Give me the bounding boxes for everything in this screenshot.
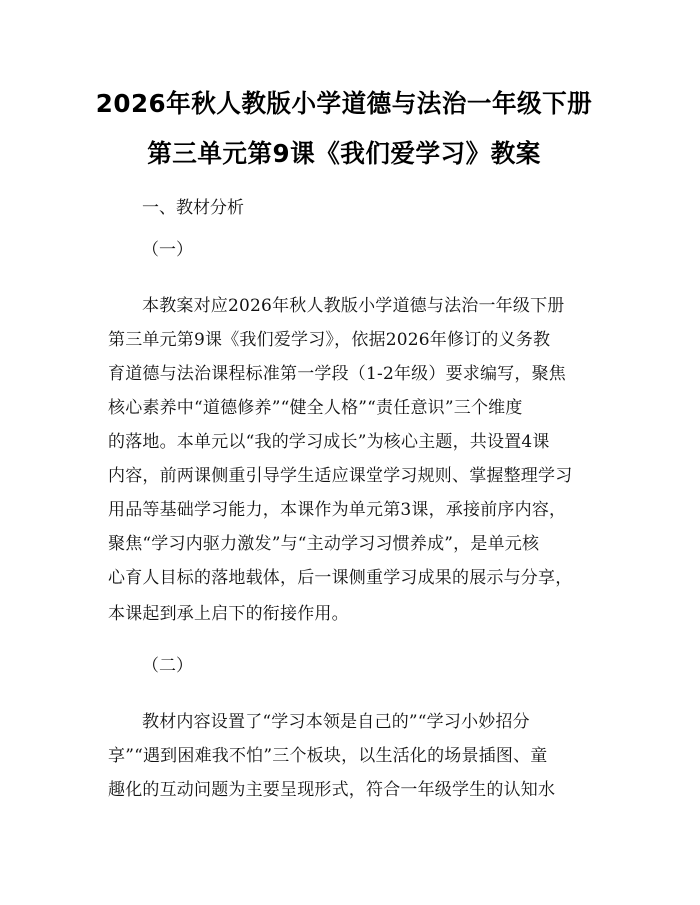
document-title-line-2: 第三单元第9课《我们爱学习》教案 [147,139,541,168]
sub-heading-2: （二） [142,656,193,676]
paragraph-1-line: 心育人目标的落地载体，后一课侧重学习成果的展示与分享， [108,568,573,588]
document-title-line-1: 2026年秋人教版小学道德与法治一年级下册 [95,89,593,118]
paragraph-1-line: 核心素养中“道德修养”“健全人格”“责任意识”三个维度 [108,398,523,418]
paragraph-1-line: 内容，前两课侧重引导学生适应课堂学习规则、掌握整理学习 [108,466,573,486]
paragraph-1-line: 育道德与法治课程标准第一学段（1-2年级）要求编写，聚焦 [108,364,566,384]
paragraph-1-line: 用品等基础学习能力，本课作为单元第3课，承接前序内容， [108,500,567,520]
paragraph-1-line: 的落地。本单元以“我的学习成长”为核心主题，共设置4课 [108,432,550,452]
paragraph-2-line: 趣化的互动问题为主要呈现形式，符合一年级学生的认知水 [108,780,556,800]
paragraph-1-line: 聚焦“学习内驱力激发”与“主动学习习惯养成”，是单元核 [108,534,540,554]
section-heading: 一、教材分析 [142,198,244,218]
paragraph-1-line: 本课起到承上启下的衔接作用。 [108,604,349,624]
paragraph-1-line: 第三单元第9课《我们爱学习》，依据2026年修订的义务教 [108,330,551,350]
paragraph-2-line: 享”“遇到困难我不怕”三个板块，以生活化的场景插图、童 [108,746,548,766]
paragraph-2-line: 教材内容设置了“学习本领是自己的”“学习小妙招分 [142,712,530,732]
sub-heading-1: （一） [142,240,193,260]
paragraph-1-line: 本教案对应2026年秋人教版小学道德与法治一年级下册 [142,296,565,316]
